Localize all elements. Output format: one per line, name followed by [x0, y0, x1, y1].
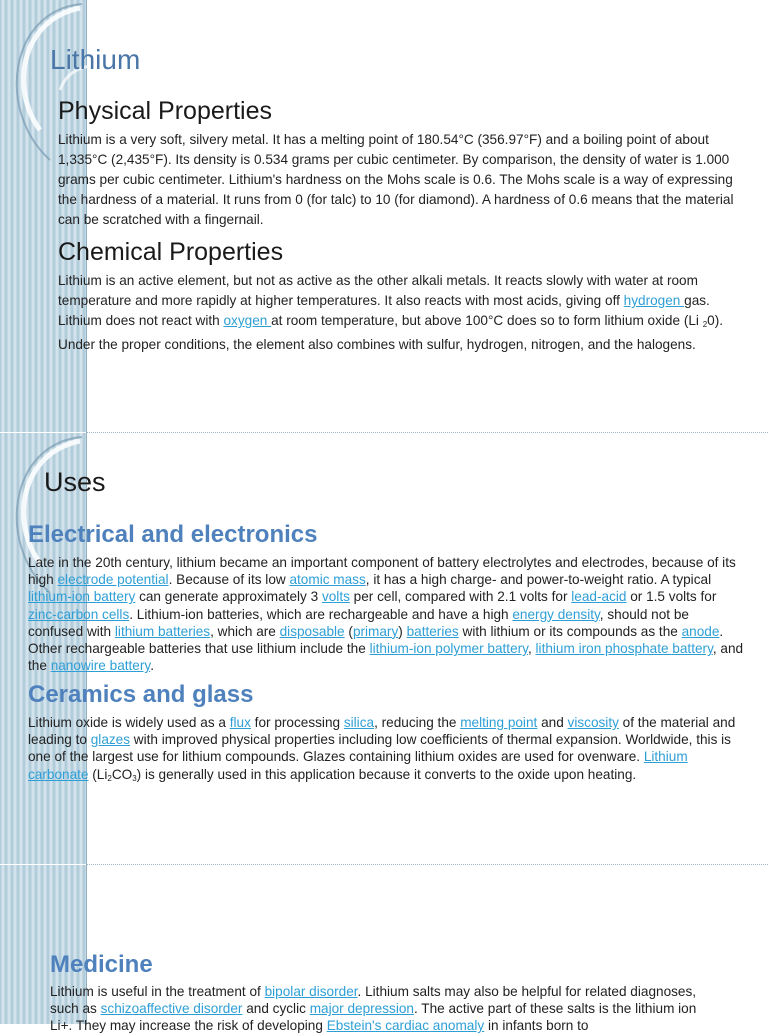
- link-disposable[interactable]: disposable: [279, 623, 345, 639]
- slide-physical-chemical: [0, 0, 768, 432]
- oxygen-link[interactable]: oxygen: [223, 313, 272, 328]
- link-major-depression[interactable]: major depression: [309, 1001, 414, 1017]
- link-flux[interactable]: flux: [229, 715, 251, 730]
- link-lithium-ion-polymer-battery[interactable]: lithium-ion polymer battery: [369, 641, 528, 657]
- link-viscosity[interactable]: viscosity: [567, 715, 619, 730]
- link-zinc-carbon-cells[interactable]: zinc-carbon cells: [28, 606, 130, 622]
- link-bipolar-disorder[interactable]: bipolar disorder: [264, 984, 358, 999]
- link-primary[interactable]: primary: [352, 623, 399, 639]
- link-volts[interactable]: volts: [321, 589, 350, 605]
- page-title: Lithium: [50, 44, 141, 75]
- link-lithium-ion-battery[interactable]: lithium-ion battery: [28, 589, 136, 605]
- medicine-heading: Medicine: [50, 951, 153, 978]
- link-silica[interactable]: silica: [343, 715, 375, 730]
- link-atomic-mass[interactable]: atomic mass: [289, 572, 366, 588]
- link-anode[interactable]: anode: [681, 623, 720, 639]
- link-schizoaffective-disorder[interactable]: schizoaffective disorder: [100, 1001, 243, 1017]
- slide-medicine: [0, 865, 768, 1034]
- chemical-properties-heading: Chemical Properties: [58, 238, 284, 266]
- link-melting-point[interactable]: melting point: [460, 715, 538, 730]
- link-batteries[interactable]: batteries: [406, 623, 459, 639]
- electrical-heading: Electrical and electronics: [28, 521, 318, 548]
- ceramics-heading: Ceramics and glass: [28, 681, 254, 708]
- physical-properties-text: Lithium is a very soft, silvery metal. It has a melting point of 180.54°C (356.97°F) and a boiling point of about 1,335°C (2,435°F). Its density is 0.534 grams per cubic centimeter. By comparison, the density of water is 1.000 grams per cubic centimeter. Lithium's hardness on the Mohs scale is 0.6. The Mohs scale is a way of expressing the hardness of a material. It runs from 0 (for talc) to 10 (for diamond). A hardness of 0.6 means that the material can be scratched with a fingernail.: [58, 132, 734, 227]
- link-nanowire-battery[interactable]: nanowire battery: [50, 658, 151, 674]
- link-lithium-carbonate[interactable]: Lithium carbonate: [28, 749, 688, 782]
- uses-heading: Uses: [44, 467, 106, 497]
- medicine-text: Lithium is useful in the treatment of bipolar disorder. Lithium salts may also be helpful for related diagnoses, such as schizoaffective disorder and cyclic major depression. The active part of these salts is the lithium ion Li+. They may increase the risk of developing Ebstein's cardiac anomaly in infants born to: [50, 984, 697, 1034]
- link-energy-density[interactable]: energy density: [512, 606, 600, 622]
- link-glazes[interactable]: glazes: [90, 732, 131, 748]
- chemical-properties-text: Lithium is an active element, but not as active as the other alkali metals. It reacts slowly with water at room temperature and more rapidly at higher temperatures. It also reacts with most acids, giving off hydrogen gas. Lithium does not react with oxygen at room temperature, but above 100°C does so to form lithium oxide (Li $_2$0). Under the proper conditions, the element also combines with sulfur, hydrogen, nitrogen, and the halogens.: [58, 273, 724, 352]
- link-lithium-iron-phosphate-battery[interactable]: lithium iron phosphate battery: [535, 641, 713, 657]
- link-ebsteins-cardiac-anomaly[interactable]: Ebstein's cardiac anomaly: [326, 1018, 485, 1034]
- ceramics-text: Lithium oxide is widely used as a flux for processing silica, reducing the melting point and viscosity of the material and leading to glazes with improved physical properties including low coefficients of thermal expansion. Worldwide, this is one of the largest use for lithium compounds. Glazes containing lithium oxides are used for ovenware. Lithium carbonate $(Li_2CO_3)$ is generally used in this application because it converts to the oxide upon heating.: [28, 715, 736, 783]
- slide-uses: [0, 433, 768, 864]
- link-lead-acid[interactable]: lead-acid: [571, 589, 627, 605]
- link-lithium-batteries[interactable]: lithium batteries: [114, 623, 211, 639]
- physical-properties-heading: Physical Properties: [58, 97, 272, 125]
- link-electrode-potential[interactable]: electrode potential: [57, 572, 169, 588]
- hydrogen-link[interactable]: hydrogen: [623, 293, 685, 308]
- electrical-text: Late in the 20th century, lithium became an important component of battery electrolytes and electrodes, because of its high electrode potential. Because of its low atomic mass, it has a high charge- and power-to-weight ratio. A typical lithium-ion battery can generate approximately 3 volts per cell, compared with 2.1 volts for lead-acid or 1.5 volts for zinc-carbon cells. Lithium-ion batteries, which are rechargeable and have a high energy density, should not be confused with lithium batteries, which are disposable (primary) batteries with lithium or its compounds as the anode. Other rechargeable batteries that use lithium include the lithium-ion polymer battery, lithium iron phosphate battery, and the nanowire battery.: [28, 555, 744, 674]
